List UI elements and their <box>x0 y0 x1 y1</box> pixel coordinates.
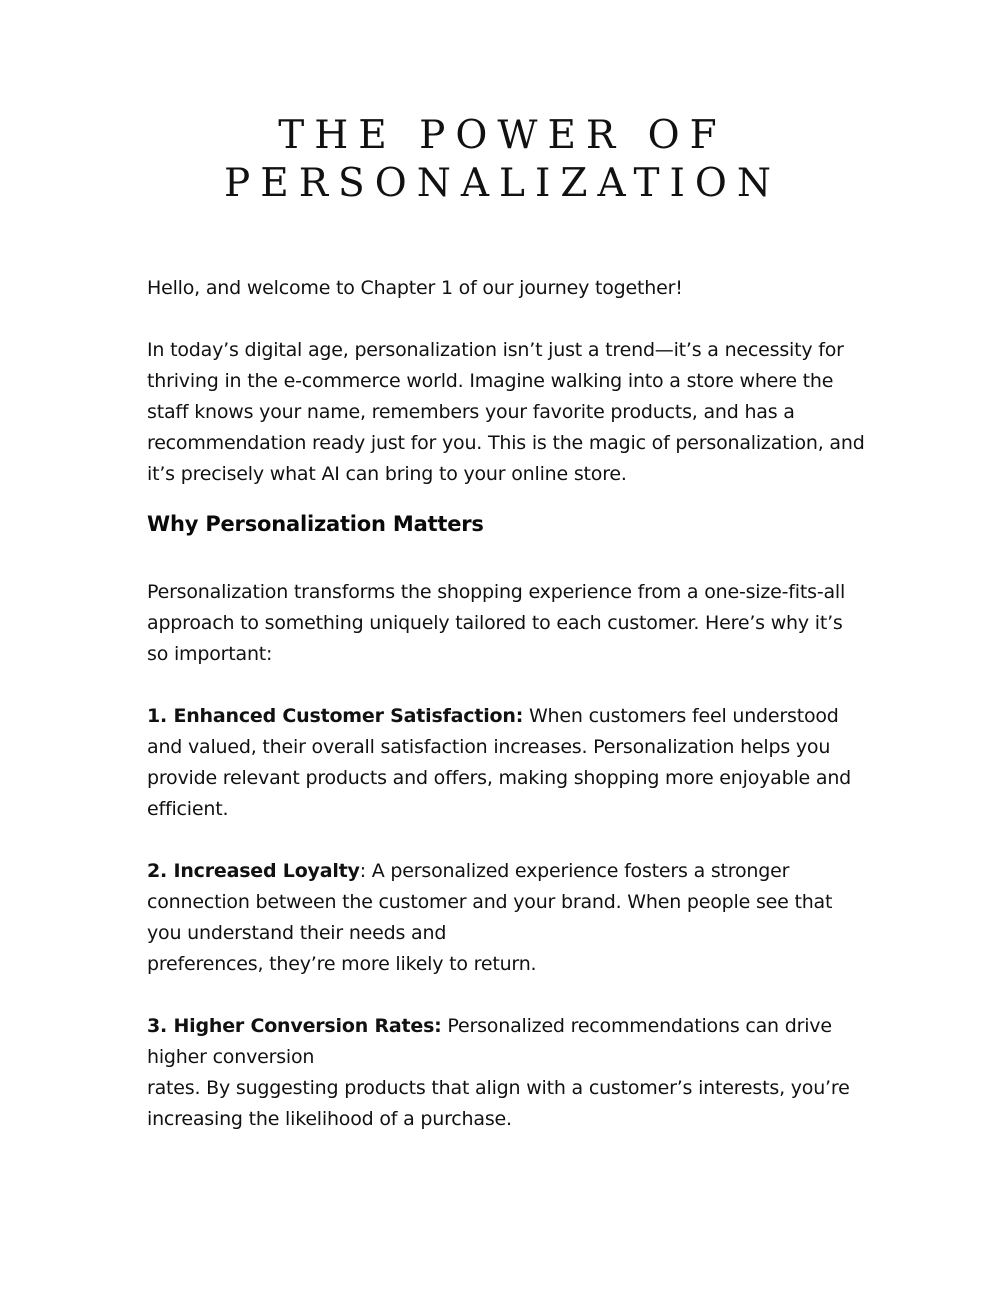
list-item-text: When customers feel understood and valued, their overall satisfaction increases. Personalization helps you provide relevant products and offers, making shopping more enjoyable and efficient. <box>147 705 852 820</box>
list-item-label: 2. Increased Loyalty <box>147 860 360 882</box>
title-line-1: THE POWER OF <box>278 113 727 158</box>
list-item-text: : A personalized experience fosters a stronger connection between the customer and your brand. When people see that you understand their needs and <box>147 860 833 944</box>
paragraph-transforms: Personalization transforms the shopping experience from a one-size-fits-all approach to something uniquely tailored to each customer. Here’s why it’s so important: <box>147 581 846 665</box>
list-item-label: 3. Higher Conversion Rates: <box>147 1015 442 1037</box>
document-body <box>147 273 867 1135</box>
section-heading: Why Personalization Matters <box>147 512 484 536</box>
list-item-text-continued: preferences, they’re more likely to return. <box>147 953 537 975</box>
list-item-conversion <box>147 1011 867 1135</box>
intro-paragraph: Hello, and welcome to Chapter 1 of our journey together! <box>147 277 683 299</box>
page-title <box>0 112 1005 208</box>
title-line-2: PERSONALIZATION <box>223 161 781 206</box>
list-item-text: Personalized recommendations can drive higher conversion <box>147 1015 832 1068</box>
paragraph-digital-age: In today’s digital age, personalization isn’t just a trend—it’s a necessity for thriving in the e-commerce world. Imagine walking into a store where the staff knows your name, remembers your favorite products, and has a recommendation ready just for you. This is the magic of personalization, and it’s precisely what AI can bring to your online store. <box>147 339 865 485</box>
list-item-text-continued: rates. By suggesting products that align with a customer’s interests, you’re increasing the likelihood of a purchase. <box>147 1077 850 1130</box>
list-item-loyalty <box>147 856 867 980</box>
list-item-label: 1. Enhanced Customer Satisfaction: <box>147 705 524 727</box>
list-item-satisfaction <box>147 701 867 825</box>
